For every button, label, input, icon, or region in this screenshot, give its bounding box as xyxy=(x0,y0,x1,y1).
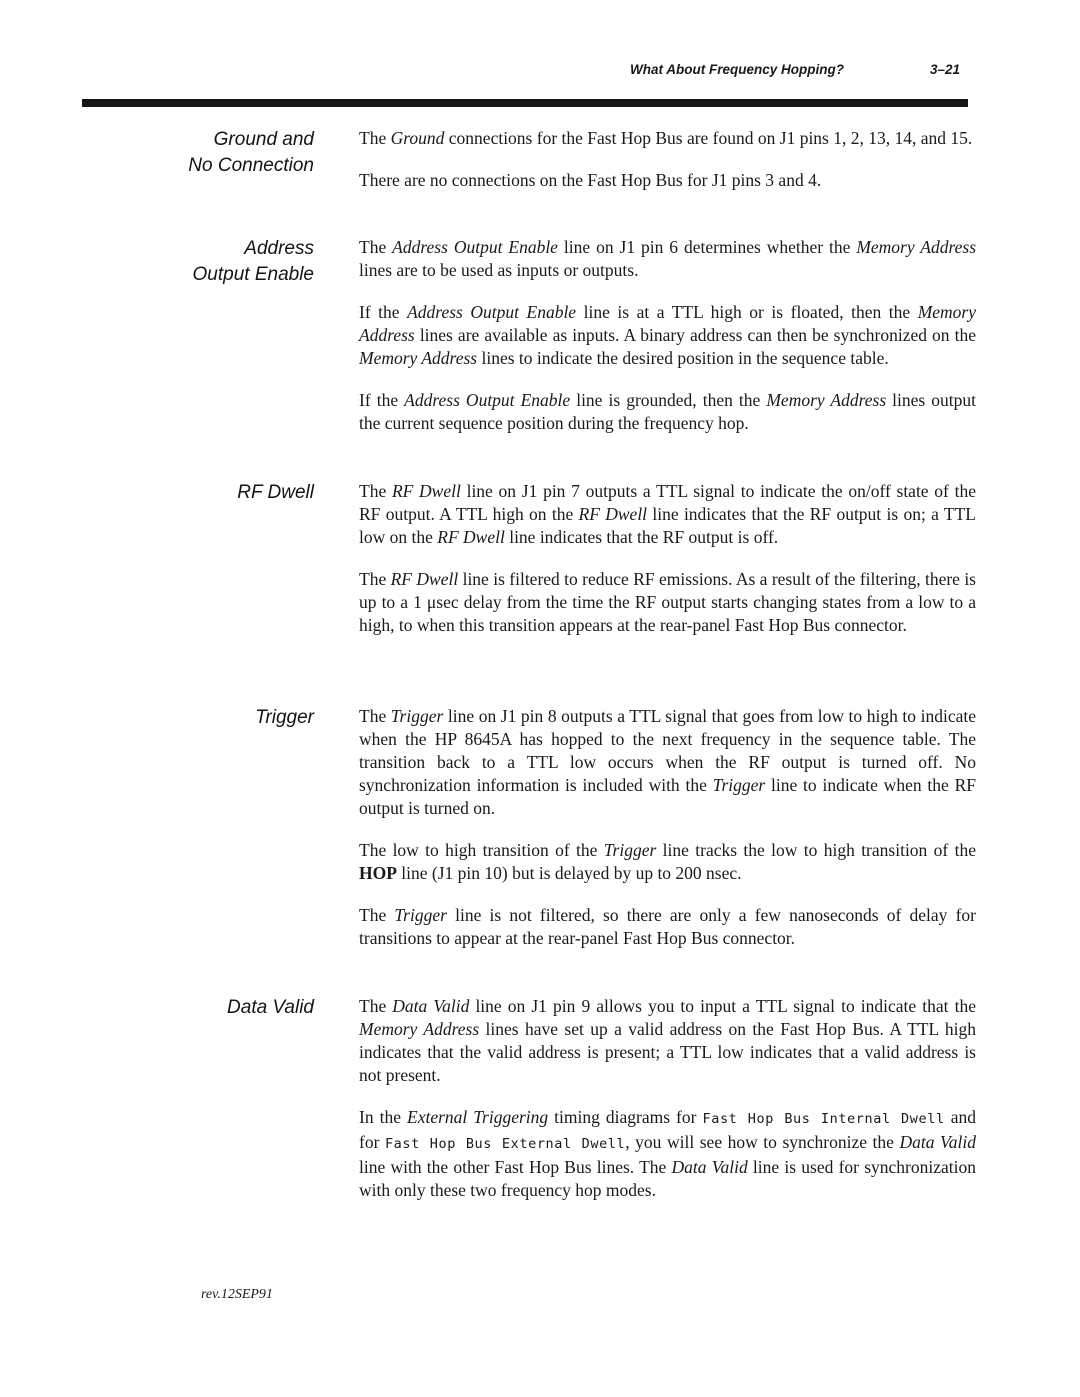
paragraph: The RF Dwell line is filtered to reduce RF emissions. As a result of the filtering, there is up to a 1 μsec delay from the time the RF output starts changing states from a low to a high, to when this transition appears at the rear-panel Fast Hop Bus connector. xyxy=(359,569,976,635)
paragraph: There are no connections on the Fast Hop Bus for J1 pins 3 and 4. xyxy=(359,170,822,190)
header-rule xyxy=(82,99,968,107)
paragraph: If the Address Output Enable line is at a TTL high or is floated, then the Memory Address lines are available as inputs. A binary address can then be synchronized on the Memory Address lines to indicate the desired position in the sequence table. xyxy=(359,302,976,368)
paragraph: The Trigger line on J1 pin 8 outputs a TTL signal that goes from low to high to indicate when the HP 8645A has hopped to the next frequency in the sequence table. The transition back to a TTL low occurs when the RF output is turned off. No synchronization information is included with the Trigger line to indicate when the RF output is turned on. xyxy=(359,706,976,818)
paragraph: The Data Valid line on J1 pin 9 allows you to input a TTL signal to indicate that the Memory Address lines have set up a valid address on the Fast Hop Bus. A TTL high indicates that the valid address is present; a TTL low indicates that a valid address is not present. xyxy=(359,996,976,1085)
section-heading-trigger: Trigger xyxy=(255,707,314,728)
section-heading-ground: Ground and No Connection xyxy=(188,129,314,176)
revision-footer: rev.12SEP91 xyxy=(201,1287,273,1302)
section-heading-rfdwell: RF Dwell xyxy=(237,482,314,503)
paragraph: The Trigger line is not filtered, so there are only a few nanoseconds of delay for transitions to appear at the rear-panel Fast Hop Bus connector. xyxy=(359,905,976,948)
paragraph: The Ground connections for the Fast Hop Bus are found on J1 pins 1, 2, 13, 14, and 15. xyxy=(359,128,973,148)
paragraph: The low to high transition of the Trigger line tracks the low to high transition of the HOP line (J1 pin 10) but is delayed by up to 200 nsec. xyxy=(359,840,976,883)
section-body-datavalid xyxy=(359,995,976,1221)
header-title: What About Frequency Hopping? xyxy=(630,62,844,77)
section-body-rfdwell xyxy=(359,480,976,656)
section-body-trigger xyxy=(359,705,976,969)
section-heading-address: Address Output Enable xyxy=(192,238,314,285)
section-body-address xyxy=(359,236,976,454)
section-body-ground xyxy=(359,127,976,211)
paragraph: The Address Output Enable line on J1 pin 6 determines whether the Memory Address lines are to be used as inputs or outputs. xyxy=(359,237,976,280)
paragraph: If the Address Output Enable line is grounded, then the Memory Address lines output the current sequence position during the frequency hop. xyxy=(359,390,976,433)
page-number: 3–21 xyxy=(930,62,961,77)
section-heading-datavalid: Data Valid xyxy=(227,997,314,1018)
paragraph: The RF Dwell line on J1 pin 7 outputs a TTL signal to indicate the on/off state of the RF output. A TTL high on the RF Dwell line indicates that the RF output is on; a TTL low on the RF Dwell line indicates that the RF output is off. xyxy=(359,481,977,547)
paragraph: In the External Triggering timing diagrams for Fast Hop Bus Internal Dwell and for Fast Hop Bus External Dwell, you will see how to synchronize the Data Valid line with the other Fast Hop Bus lines. The Data Valid line is used for synchronization with only these two frequency hop modes. xyxy=(359,1107,976,1200)
